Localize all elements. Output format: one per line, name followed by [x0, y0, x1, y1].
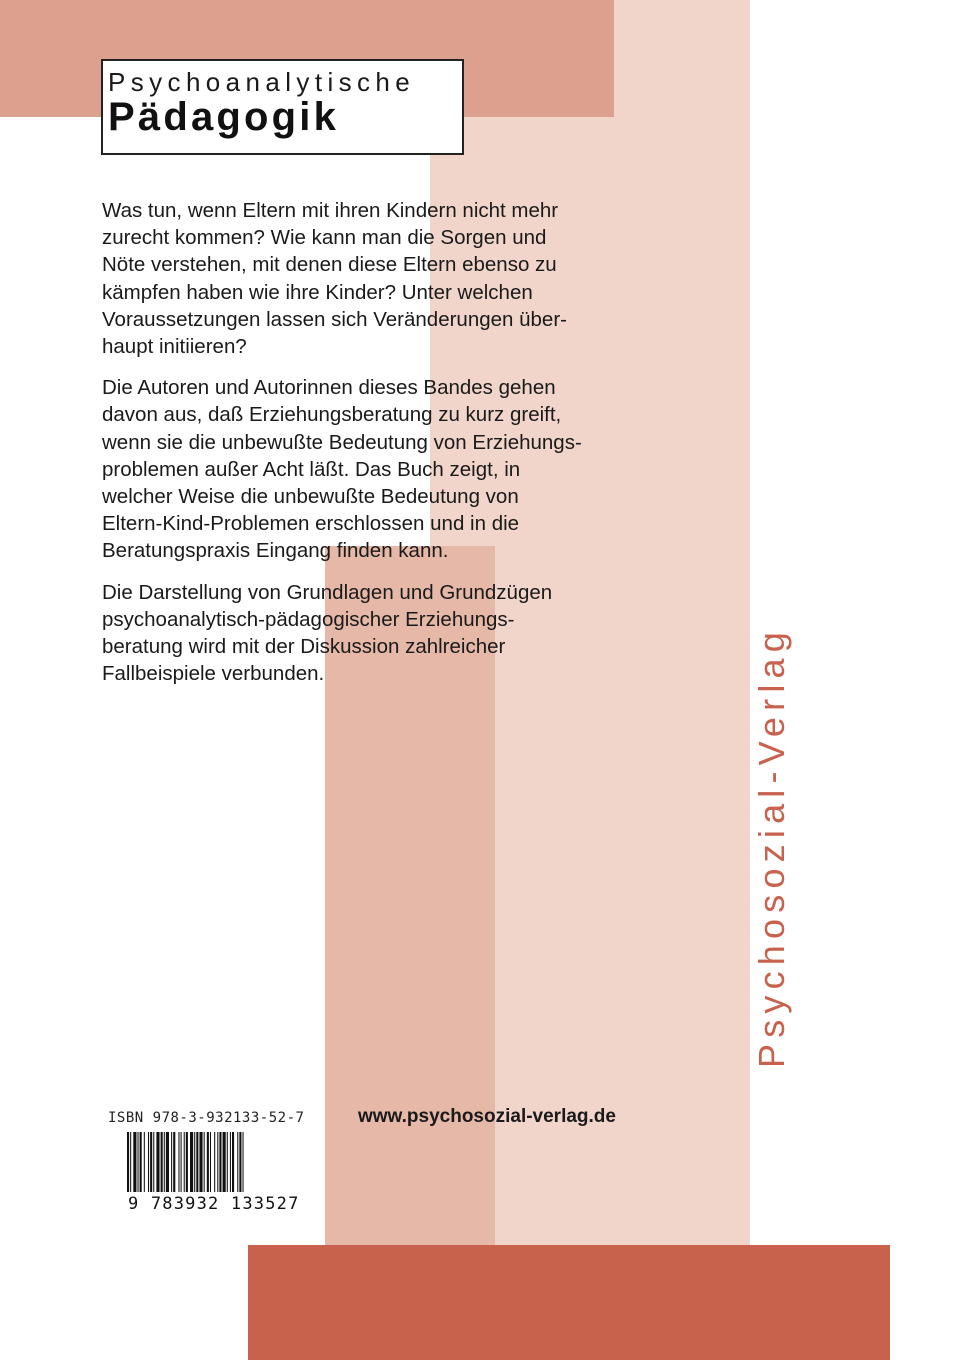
- series-title-line2: Pädagogik: [108, 95, 340, 139]
- blurb-line: Die Darstellung von Grundlagen und Grundzügen: [102, 580, 553, 604]
- blurb-line: zurecht kommen? Wie kann man die Sorgen und: [102, 226, 547, 250]
- barcode-bar: [217, 1132, 218, 1192]
- barcode-bar: [239, 1132, 241, 1192]
- blurb-line: haupt initiieren?: [102, 335, 247, 359]
- barcode-bar: [196, 1132, 198, 1192]
- blurb-line: welcher Weise die unbewußte Bedeutung von: [102, 485, 519, 509]
- blurb-line: Fallbeispiele verbunden.: [102, 662, 325, 686]
- barcode-bar: [130, 1132, 131, 1192]
- barcode-bar: [144, 1132, 145, 1192]
- barcode-bar: [133, 1132, 136, 1192]
- series-title-box: [101, 59, 464, 155]
- blurb-line: wenn sie die unbewußte Bedeutung von Erziehungs-: [102, 430, 582, 454]
- barcode-bar: [184, 1132, 185, 1192]
- blurb-text: [102, 197, 602, 701]
- barcode-bar: [190, 1132, 193, 1192]
- blurb-line: kämpfen haben wie ihre Kinder? Unter welchen: [102, 280, 533, 304]
- barcode-bar: [214, 1132, 215, 1192]
- barcode-digits: 9 783932 133527: [128, 1194, 300, 1214]
- blurb-line: Eltern-Kind-Problemen erschlossen und in die: [102, 512, 520, 536]
- decor-stripe-tall: [614, 0, 750, 1245]
- barcode-bar: [161, 1132, 163, 1192]
- barcode-bar: [173, 1132, 175, 1192]
- barcode-bar: [232, 1132, 234, 1192]
- barcode-bar: [181, 1132, 182, 1192]
- series-title-line1: Psychoanalytische: [108, 67, 416, 97]
- barcode-bar: [164, 1132, 165, 1192]
- publisher-website: www.psychosozial-verlag.de: [358, 1106, 616, 1127]
- barcode-bar: [199, 1132, 202, 1192]
- blurb-line: Was tun, wenn Eltern mit ihren Kindern nicht mehr: [102, 199, 559, 222]
- barcode-bar: [150, 1132, 152, 1192]
- barcode-bar: [171, 1132, 172, 1192]
- barcode-bar: [223, 1132, 226, 1192]
- blurb-line: problemen außer Acht läßt. Das Buch zeigt, in: [102, 457, 521, 481]
- blurb-line: davon aus, daß Erziehungsberatung zu kurz greift,: [102, 403, 562, 427]
- barcode-bar: [243, 1132, 244, 1192]
- blurb-line: psychoanalytisch-pädagogischer Erziehungs-: [102, 607, 515, 631]
- barcode-bar: [210, 1132, 211, 1192]
- barcode-bar: [204, 1132, 205, 1192]
- publisher-name-vertical: Psychosozial-Verlag: [751, 626, 792, 1068]
- barcode-bar: [153, 1132, 154, 1192]
- barcode-bar: [227, 1132, 228, 1192]
- isbn-label: ISBN 978-3-932133-52-7: [108, 1110, 305, 1126]
- barcode-bar: [207, 1132, 209, 1192]
- barcode-bar: [140, 1132, 142, 1192]
- blurb-paragraph-1: [102, 197, 602, 360]
- barcode-bar: [194, 1132, 195, 1192]
- blurb-line: Nöte verstehen, mit denen diese Eltern ebenso zu: [102, 253, 557, 277]
- barcode-bar: [166, 1132, 169, 1192]
- blurb-line: Die Autoren und Autorinnen dieses Bandes gehen: [102, 376, 556, 400]
- barcode-bar: [156, 1132, 159, 1192]
- blurb-paragraph-3: [102, 579, 602, 688]
- barcode-bar: [178, 1132, 179, 1192]
- blurb-line: Voraussetzungen lassen sich Veränderungen über-: [102, 307, 567, 331]
- blurb-line: Beratungspraxis Eingang finden kann.: [102, 539, 449, 563]
- barcode-bar: [186, 1132, 188, 1192]
- barcode-bar: [148, 1132, 149, 1192]
- blurb-paragraph-2: [102, 374, 602, 564]
- barcode-bar: [230, 1132, 231, 1192]
- barcode-bar: [138, 1132, 139, 1192]
- blurb-line: beratung wird mit der Diskussion zahlreicher: [102, 635, 506, 659]
- decor-band-bottom: [248, 1245, 890, 1360]
- barcode-bar: [237, 1132, 238, 1192]
- barcode-bar: [127, 1132, 129, 1192]
- barcode-bar: [219, 1132, 221, 1192]
